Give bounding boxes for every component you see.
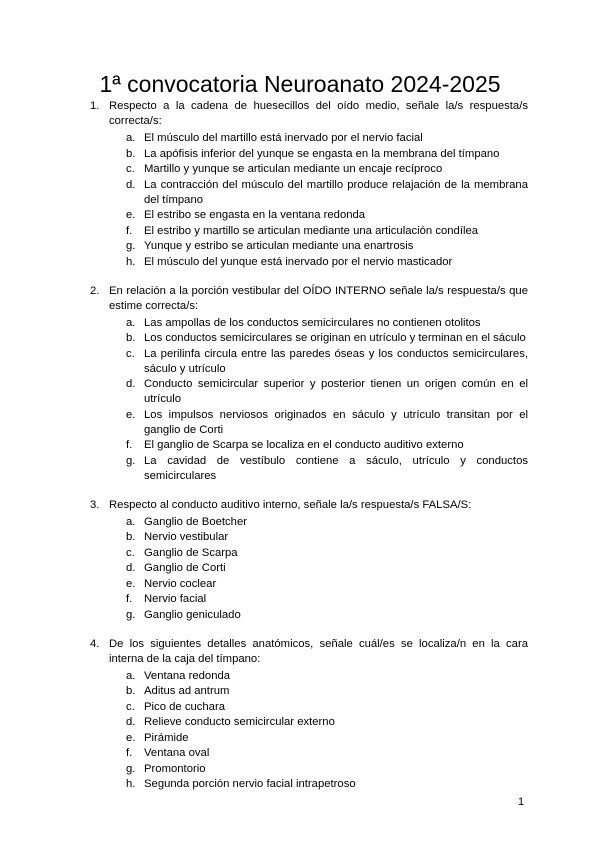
option-text: Yunque y estribo se articulan mediante una enartrosis <box>144 240 414 252</box>
option-text: Ventana oval <box>144 747 210 759</box>
option-letter: h. <box>126 255 136 268</box>
option-item <box>90 530 528 545</box>
option-text: Promontorio <box>144 762 206 775</box>
option-text: Ganglio de Corti <box>144 562 226 574</box>
option-letter: a. <box>126 132 136 144</box>
option-item <box>90 408 528 438</box>
option-text: El músculo del yunque está inervado por el nervio masticador <box>144 255 453 268</box>
option-item <box>90 669 528 684</box>
option-item <box>90 592 528 607</box>
option-item <box>90 684 528 699</box>
option-list <box>90 316 528 484</box>
option-letter: b. <box>126 147 136 160</box>
option-text: Pirámide <box>144 731 189 744</box>
option-item <box>90 731 528 746</box>
question-number: 4. <box>90 637 100 650</box>
page-title: 1ª convocatoria Neuroanato 2024-2025 <box>99 71 501 97</box>
option-text: Conducto semicircular superior y posterior tienen un origen común en el utrículo <box>144 378 528 405</box>
option-text: Ganglio de Boetcher <box>144 515 247 528</box>
option-text: La cavidad de vestíbulo contiene a sáculo, utrículo y conductos semicirculares <box>144 454 528 482</box>
option-text: Los conductos semicirculares se originan en utrículo y terminan en el sáculo <box>144 332 526 344</box>
option-letter: g. <box>126 454 136 467</box>
option-letter: d. <box>126 378 136 390</box>
option-letter: g. <box>126 240 136 252</box>
option-list <box>90 515 528 623</box>
option-letter: f. <box>126 747 133 759</box>
page-number: 1 <box>518 796 525 808</box>
option-item <box>90 347 528 377</box>
option-item <box>90 316 528 331</box>
option-text: Los impulsos nerviosos originados en sáculo y utrículo transitan por el ganglio de Corti <box>144 408 528 436</box>
option-text: El músculo del martillo está inervado por el nervio facial <box>144 132 423 144</box>
option-letter: c. <box>126 546 135 559</box>
option-item <box>90 546 528 561</box>
option-text: Nervio facial <box>144 593 207 605</box>
option-letter: f. <box>126 439 133 451</box>
option-item <box>90 147 528 162</box>
option-letter: h. <box>126 778 136 790</box>
option-letter: e. <box>126 209 136 221</box>
option-text: La apófisis inferior del yunque se engasta en la membrana del tímpano <box>144 147 500 160</box>
option-item <box>90 162 528 177</box>
question-3 <box>90 498 528 623</box>
option-text: Ventana redonda <box>144 669 231 682</box>
option-letter: c. <box>126 700 135 713</box>
option-letter: c. <box>126 347 135 360</box>
option-item <box>90 131 528 146</box>
option-item <box>90 608 528 623</box>
option-text: La perilinfa circula entre las paredes óseas y los conductos semicirculares, sáculo y utrículo <box>144 347 528 375</box>
option-text: El ganglio de Scarpa se localiza en el conducto auditivo externo <box>144 439 464 451</box>
option-text: Ganglio geniculado <box>144 608 241 621</box>
option-text: Pico de cuchara <box>144 700 226 713</box>
option-letter: d. <box>126 716 136 728</box>
option-item <box>90 239 528 254</box>
option-item <box>90 438 528 453</box>
option-item <box>90 454 528 484</box>
option-item <box>90 377 528 407</box>
question-2 <box>90 284 528 484</box>
option-letter: a. <box>126 515 136 528</box>
option-item <box>90 208 528 223</box>
option-text: El estribo se engasta en la ventana redonda <box>144 209 366 221</box>
option-text: La contracción del músculo del martillo produce relajación de la membrana del tímpano <box>144 178 528 206</box>
option-letter: g. <box>126 762 136 775</box>
option-item <box>90 762 528 777</box>
option-letter: a. <box>126 669 136 682</box>
option-letter: e. <box>126 577 136 590</box>
question-number: 3. <box>90 498 100 511</box>
option-text: Ganglio de Scarpa <box>144 546 238 559</box>
option-item <box>90 700 528 715</box>
option-text: Las ampollas de los conductos semicirculares no contienen otolitos <box>144 316 481 329</box>
question-text: De los siguientes detalles anatómicos, señale cuál/es se localiza/n en la cara interna de la caja del tímpano: <box>109 637 528 665</box>
option-item <box>90 715 528 730</box>
option-list <box>90 669 528 793</box>
option-text: Martillo y yunque se articulan mediante un encaje recíproco <box>144 163 443 175</box>
option-text: El estribo y martillo se articulan mediante una articulación condílea <box>144 224 479 237</box>
option-item <box>90 577 528 592</box>
option-letter: e. <box>126 731 136 744</box>
option-letter: f. <box>126 593 133 605</box>
option-item <box>90 255 528 270</box>
option-letter: f. <box>126 224 133 237</box>
option-letter: b. <box>126 685 136 697</box>
option-text: Nervio coclear <box>144 577 217 590</box>
option-item <box>90 515 528 530</box>
option-letter: b. <box>126 531 136 543</box>
option-letter: b. <box>126 332 136 344</box>
question-text: En relación a la porción vestibular del OÍDO INTERNO señale la/s respuesta/s que estime correcta/s: <box>109 284 528 312</box>
option-letter: d. <box>126 178 136 191</box>
option-letter: c. <box>126 163 135 175</box>
option-text: Segunda porción nervio facial intrapetroso <box>144 778 356 790</box>
option-item <box>90 561 528 576</box>
option-text: Relieve conducto semicircular externo <box>144 716 335 728</box>
option-item <box>90 331 528 346</box>
question-number: 1. <box>90 100 100 112</box>
option-item <box>90 746 528 761</box>
option-letter: e. <box>126 408 136 421</box>
option-list <box>90 131 528 270</box>
question-1 <box>90 99 528 270</box>
option-text: Nervio vestibular <box>144 531 229 543</box>
option-letter: a. <box>126 316 136 329</box>
option-letter: d. <box>126 562 136 574</box>
option-item <box>90 178 528 208</box>
option-item <box>90 224 528 239</box>
option-text: Aditus ad antrum <box>144 685 230 697</box>
question-number: 2. <box>90 284 100 297</box>
question-4 <box>90 637 528 793</box>
question-text: Respecto al conducto auditivo interno, señale la/s respuesta/s FALSA/S: <box>109 498 472 511</box>
option-item <box>90 777 528 792</box>
question-list <box>90 99 528 806</box>
question-text: Respecto a la cadena de huesecillos del oído medio, señale la/s respuesta/s correcta/s: <box>109 100 528 127</box>
option-letter: g. <box>126 608 136 621</box>
